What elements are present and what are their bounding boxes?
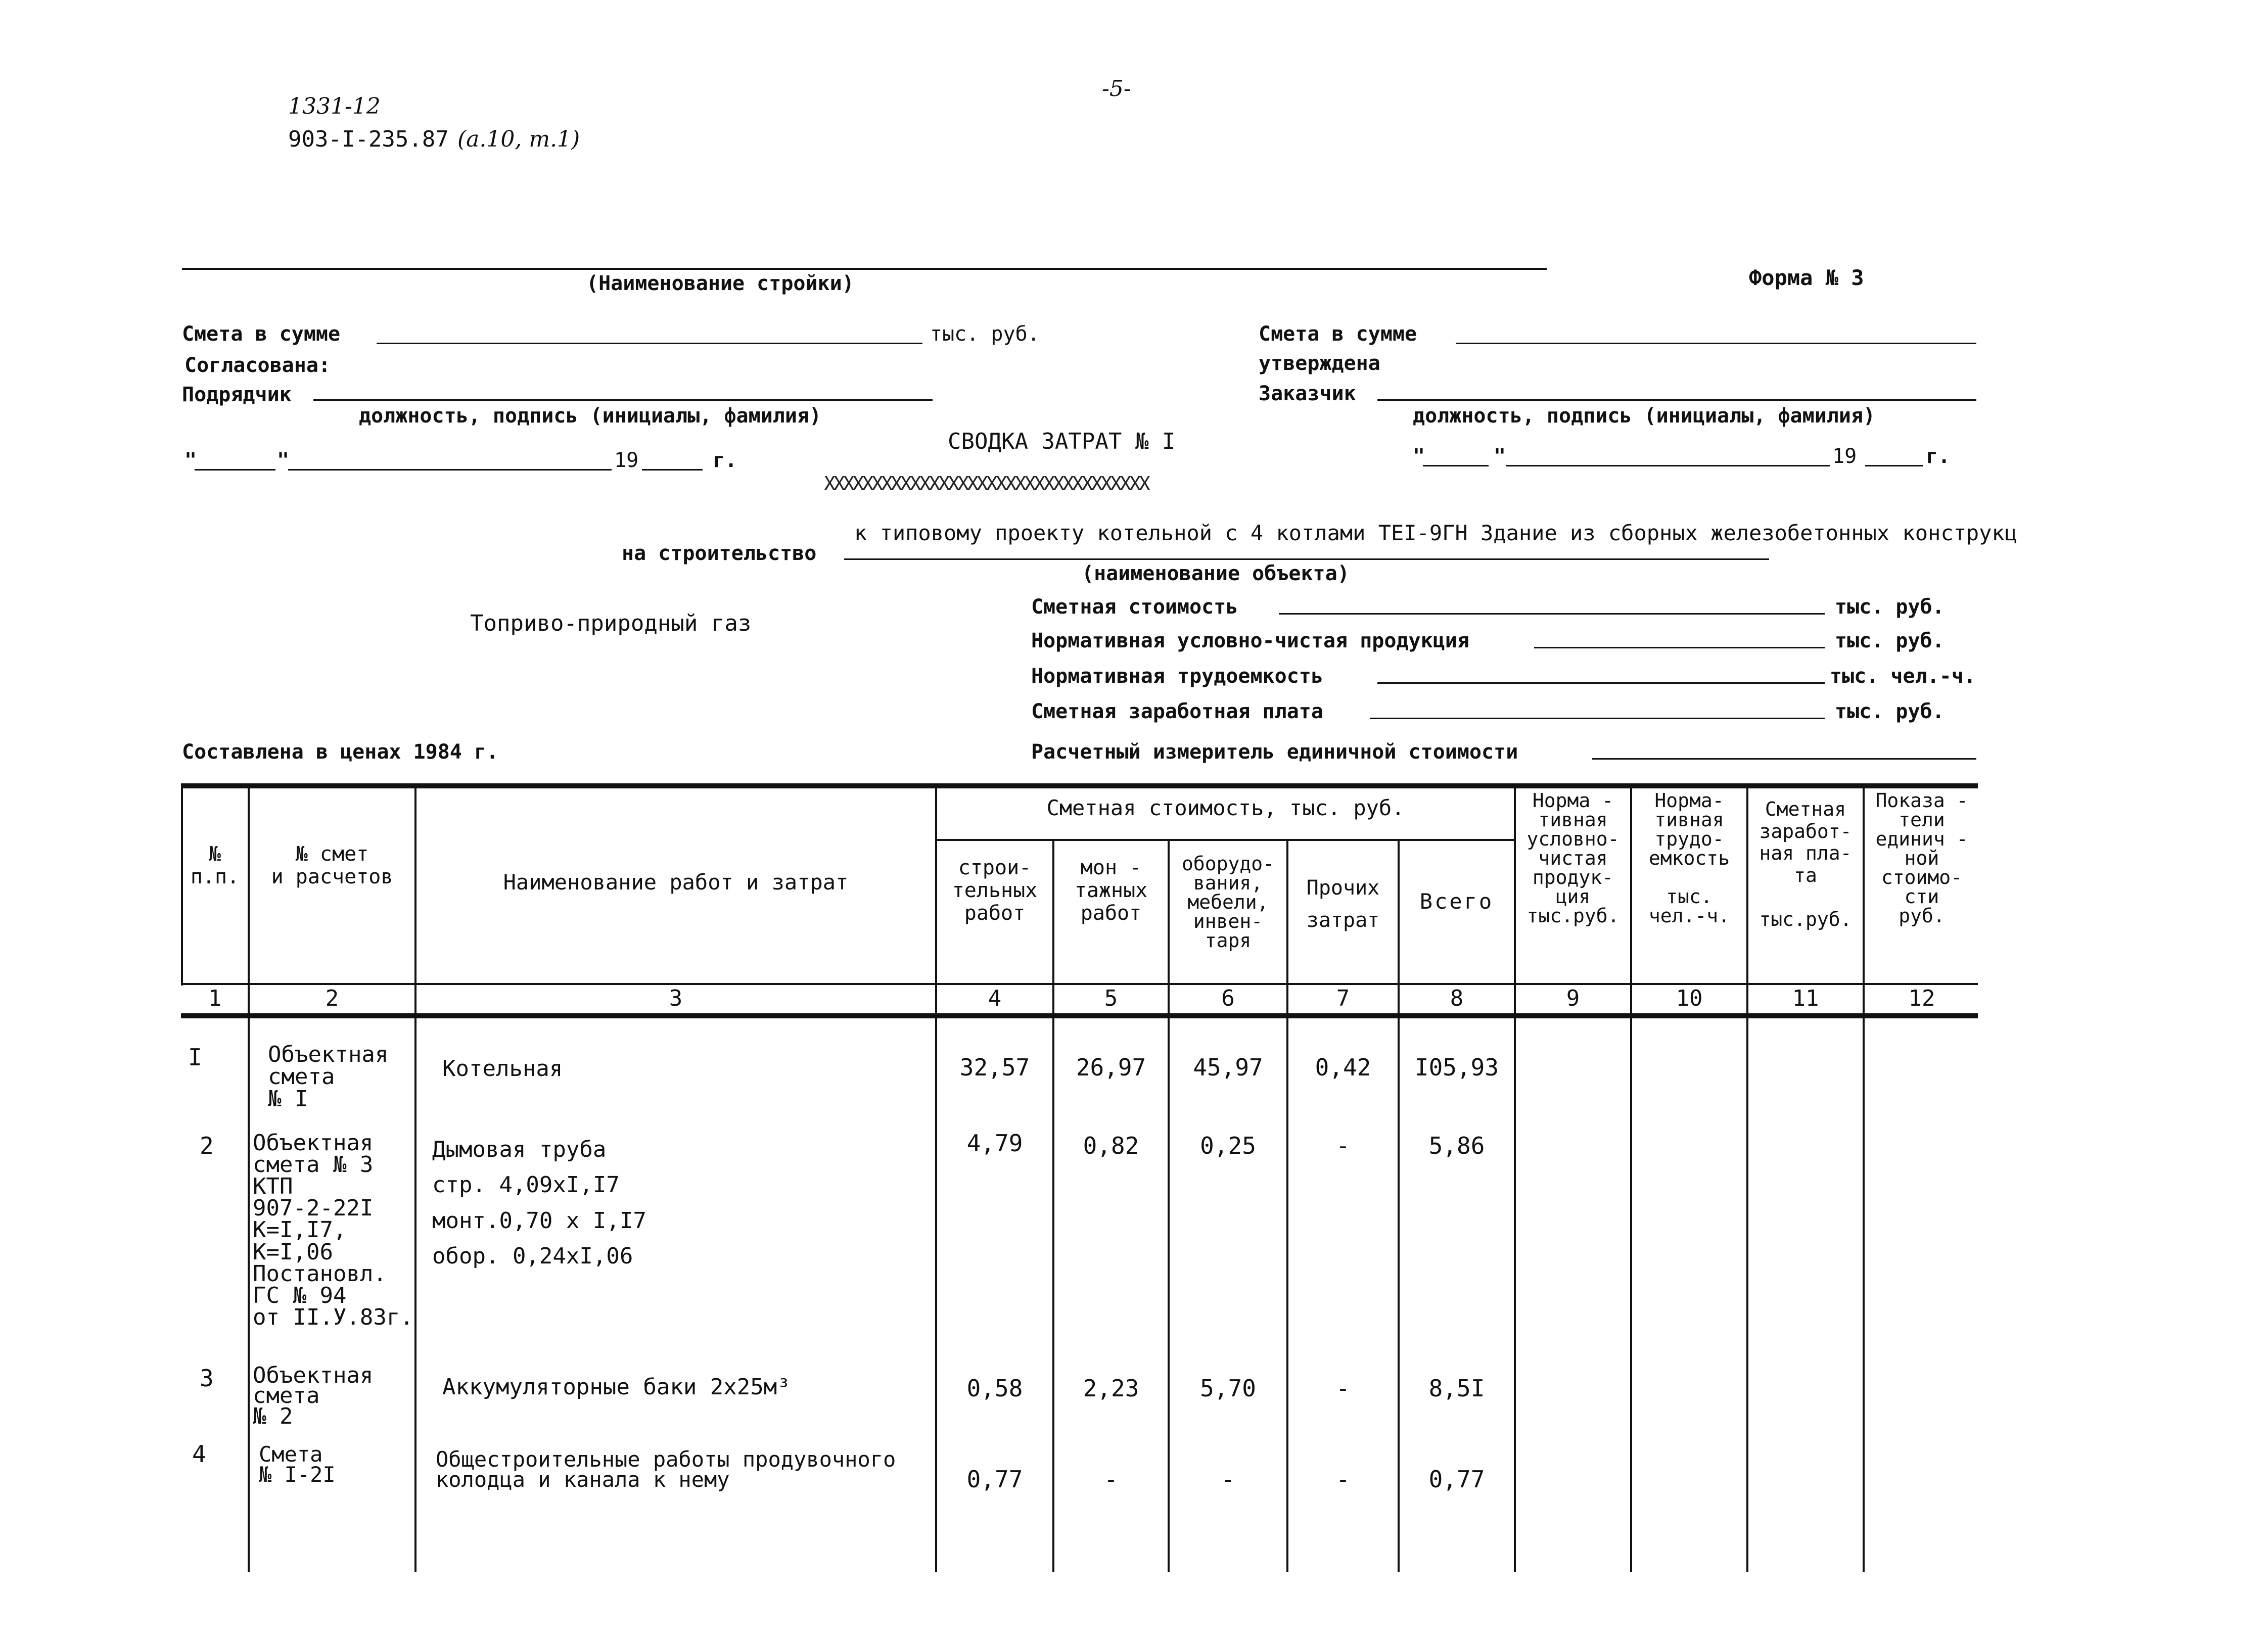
row-installation-cost: 0,82	[1083, 1132, 1139, 1159]
right-position-caption: должность, подпись (инициалы, фамилия)	[1413, 404, 1876, 428]
header-wage: Сметная заработ- ная пла- та тыс.руб.	[1759, 798, 1852, 931]
header-name: Наименование работ и затрат	[503, 870, 849, 895]
row-name: Дымовая труба стр. 4,09хI,I7 монт.0,70 х I,I7 обор. 0,24хI,06	[432, 1137, 646, 1270]
header-bottom-rule	[181, 983, 1978, 985]
column-number: 4	[988, 986, 1002, 1011]
agreed-label: Согласована:	[184, 354, 331, 377]
right-year-blank	[1865, 465, 1923, 466]
left-date-quote-close: "	[277, 449, 290, 472]
table-top-rule	[181, 783, 1978, 788]
object-name: к типовому проекту котельной с 4 котлами ТЕI-9ГН Здание из сборных железобетонных конструкц	[854, 521, 2018, 545]
row-equipment-cost: 0,25	[1200, 1132, 1256, 1159]
header-normative-production: Норма - тивная условно- чистая продук- ция тыс.руб.	[1526, 789, 1619, 927]
row-estimate: Объектная смета № 3 КТП 907-2-22I К=I,I7, К=I,06 Постановл. ГС № 94 от II.У.83г.	[253, 1130, 413, 1330]
row-equipment-cost: 45,97	[1193, 1054, 1263, 1081]
cost-line-unit: тыс. руб.	[1835, 700, 1945, 723]
column-number: 9	[1566, 986, 1580, 1011]
header-equipment: оборудо- вания, мебели, инвен- таря	[1181, 853, 1275, 952]
contractor-blank	[313, 399, 933, 401]
cost-line-blank	[1534, 647, 1825, 648]
handwritten-note: (a.10, т.1)	[457, 126, 580, 152]
right-date-quote-open: "	[1413, 445, 1425, 468]
row-total: I05,93	[1414, 1054, 1499, 1081]
row-installation-cost: 26,97	[1076, 1054, 1146, 1081]
cost-line-label: Нормативная условно-чистая продукция	[1031, 629, 1469, 652]
left-date-g: г.	[713, 449, 737, 472]
header-num: № п.п.	[190, 842, 240, 888]
right-date-g: г.	[1926, 445, 1951, 468]
header-estimated-cost: Сметная стоимость, тыс. руб.	[1046, 795, 1405, 820]
cost-line-unit: тыс. руб.	[1835, 629, 1945, 652]
row-other-cost: -	[1336, 1375, 1350, 1402]
form-number: Форма № 3	[1749, 265, 1864, 290]
row-name: Котельная	[442, 1056, 563, 1082]
left-position-caption: должность, подпись (инициалы, фамилия)	[359, 404, 822, 428]
object-name-line	[844, 558, 1769, 560]
row-other-cost: 0,42	[1315, 1054, 1371, 1081]
row-construction-cost: 0,77	[966, 1466, 1023, 1493]
row-construction-cost: 32,57	[959, 1054, 1030, 1081]
header-estimate: № смет и расчетов	[271, 842, 393, 888]
row-estimate: Объектная смета № 2	[253, 1363, 374, 1429]
cost-line-label: Расчетный измеритель единичной стоимости	[1031, 740, 1518, 764]
prices-year: Составлена в ценах 1984 г.	[182, 740, 499, 764]
right-date-quote-close: "	[1494, 445, 1506, 468]
column-number-rule	[181, 1013, 1978, 1018]
struck-out-text: XXXXXXXXXXXXXXXXXXXXXXXXXXXXXXXXXX	[824, 473, 1148, 495]
cost-line-blank	[1592, 758, 1976, 760]
row-number: 2	[200, 1132, 214, 1159]
left-year-blank	[642, 469, 703, 471]
construction-caption: (Наименование стройки)	[586, 272, 854, 295]
header-installation: мон - тажных работ	[1074, 856, 1148, 925]
column-number: 6	[1221, 986, 1235, 1011]
left-smeta-blank	[377, 343, 922, 344]
page-number: -5-	[1102, 76, 1131, 102]
left-year-prefix: 19	[614, 449, 639, 472]
header-construction: строи- тельных работ	[952, 856, 1038, 925]
right-smeta-blank	[1456, 343, 1976, 344]
row-other-cost: -	[1336, 1132, 1350, 1159]
cost-line-unit: тыс. чел.-ч.	[1830, 665, 1976, 688]
cost-line-unit: тыс. руб.	[1835, 595, 1945, 619]
cost-line-blank	[1377, 682, 1825, 684]
row-other-cost: -	[1336, 1466, 1350, 1493]
column-number: 3	[669, 986, 683, 1011]
column-number: 5	[1104, 986, 1118, 1011]
page-title: СВОДКА ЗАТРАТ № I	[948, 429, 1176, 454]
fuel-type: Топриво-природный газ	[470, 611, 752, 636]
column-number: 2	[325, 986, 339, 1011]
row-construction-cost: 4,79	[966, 1130, 1023, 1157]
row-equipment-cost: -	[1221, 1466, 1235, 1493]
col-rule	[414, 783, 416, 1572]
row-installation-cost: -	[1104, 1466, 1118, 1493]
col-rule	[1052, 839, 1054, 1572]
row-estimate: Объектная смета № I	[268, 1042, 389, 1112]
right-day-blank	[1423, 465, 1489, 466]
customer-label: Заказчик	[1259, 382, 1356, 405]
row-total: 5,86	[1428, 1132, 1485, 1159]
customer-blank	[1377, 399, 1976, 401]
object-caption: (наименование объекта)	[1082, 562, 1350, 585]
left-month-blank	[288, 469, 612, 471]
column-number: 8	[1450, 986, 1464, 1011]
row-estimate: Смета № I-2I	[259, 1442, 336, 1487]
column-number: 1	[208, 986, 222, 1011]
column-number: 10	[1676, 986, 1703, 1011]
cost-line-label: Нормативная трудоемкость	[1031, 665, 1323, 688]
row-installation-cost: 2,23	[1083, 1375, 1139, 1402]
column-number: 11	[1792, 986, 1819, 1011]
row-total: 8,5I	[1428, 1375, 1485, 1402]
construction-name-line	[182, 268, 1547, 270]
contractor-label: Подрядчик	[182, 383, 292, 406]
row-construction-cost: 0,58	[966, 1375, 1023, 1402]
column-number: 12	[1908, 986, 1935, 1011]
header-normative-labor: Норма- тивная трудо- емкость тыс. чел.-ч.	[1648, 789, 1730, 927]
cost-line-label: Сметная стоимость	[1031, 595, 1238, 619]
cost-line-label: Сметная заработная плата	[1031, 700, 1323, 723]
row-number: I	[188, 1044, 202, 1071]
construction-prefix: на строительство	[622, 542, 817, 565]
cost-line-blank	[1279, 613, 1825, 615]
col-rule	[248, 783, 250, 1572]
row-number: 3	[200, 1365, 214, 1392]
header-other: Прочих затрат	[1306, 876, 1380, 932]
approved-label: утверждена	[1259, 352, 1380, 375]
group-header-rule	[935, 839, 1514, 841]
col-rule	[1398, 839, 1400, 1572]
cost-line-blank	[1370, 718, 1825, 719]
row-total: 0,77	[1428, 1466, 1485, 1493]
left-smeta-unit: тыс. руб.	[930, 322, 1040, 346]
right-smeta-label: Смета в сумме	[1259, 322, 1417, 346]
left-day-blank	[195, 469, 275, 471]
row-equipment-cost: 5,70	[1200, 1375, 1256, 1402]
header-unit-cost: Показа - тели единич - ной стоимо- сти руб.	[1875, 789, 1968, 927]
header-total: Всего	[1419, 889, 1494, 914]
left-smeta-label: Смета в сумме	[182, 322, 341, 346]
right-year-prefix: 19	[1832, 445, 1857, 468]
column-number: 7	[1336, 986, 1350, 1011]
left-date-quote-open: "	[184, 449, 197, 472]
col-rule	[1286, 839, 1288, 1572]
row-number: 4	[192, 1440, 206, 1468]
right-month-blank	[1506, 465, 1830, 466]
row-name: Аккумуляторные баки 2х25м³	[442, 1374, 791, 1400]
handwritten-code: 1331-12	[288, 93, 381, 119]
row-name: Общестроительные работы продувочного колодца и канала к нему	[436, 1447, 896, 1492]
document-number: 903-I-235.87	[288, 126, 449, 152]
